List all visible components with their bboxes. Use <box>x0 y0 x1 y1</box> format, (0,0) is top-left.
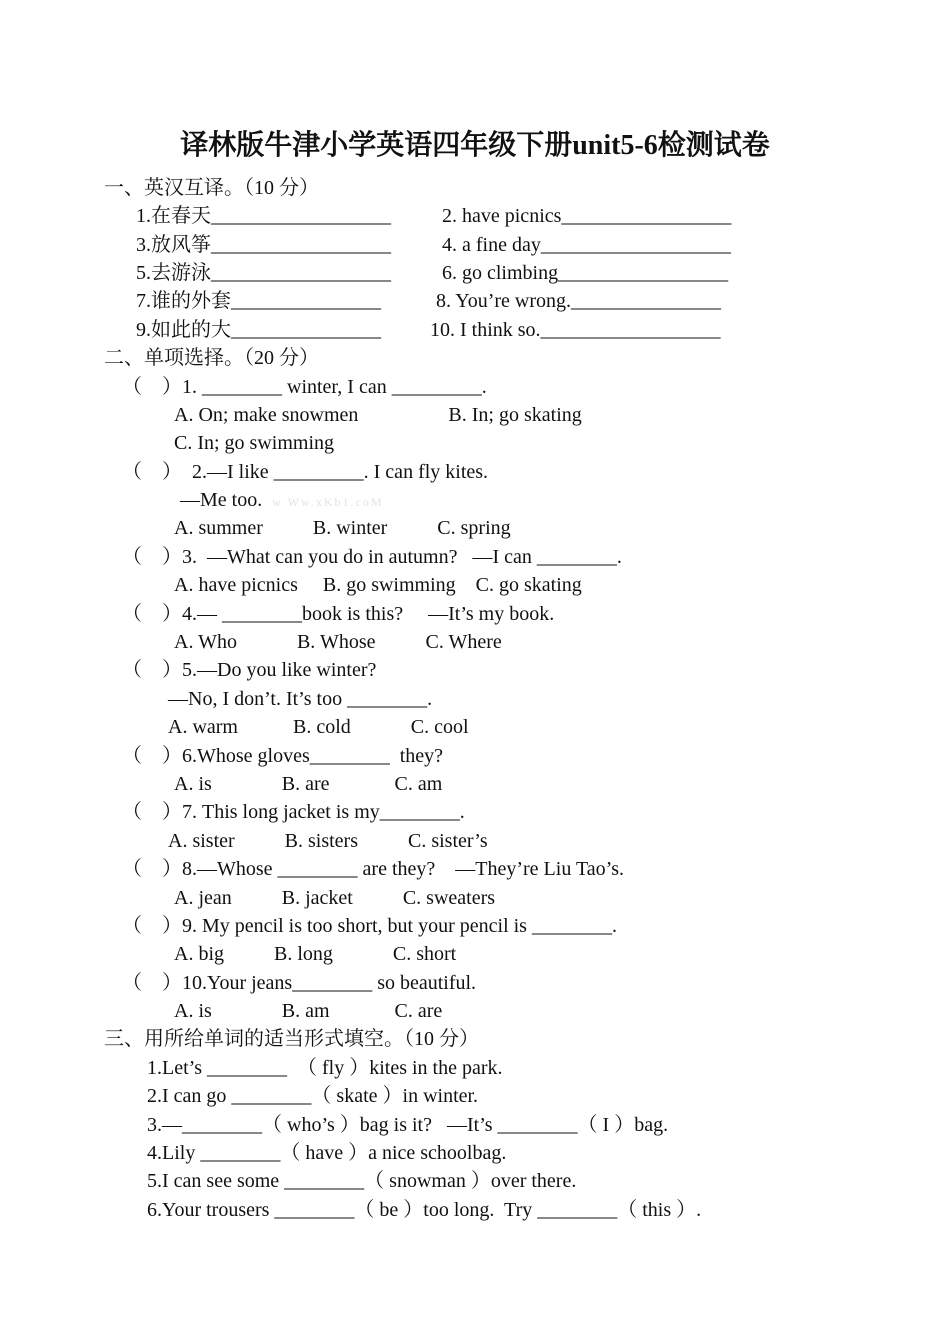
s3-item-5: 5.I can see some ________（ snowman ）over there. <box>147 1170 577 1192</box>
q3-options: A. have picnics B. go swimming C. go skating <box>174 574 582 596</box>
q3-stem: （ ）3. —What can you do in autumn? —I can ________. <box>122 546 622 568</box>
q5-options: A. warm B. cold C. cool <box>168 716 469 738</box>
q4-options: A. Who B. Whose C. Where <box>174 631 502 653</box>
s1-item-5: 5.去游泳__________________ <box>136 262 391 284</box>
watermark: w Ww.xKb1.coM <box>272 495 384 509</box>
s3-item-2: 2.I can go ________（ skate ）in winter. <box>147 1085 479 1107</box>
q7-stem: （ ）7. This long jacket is my________. <box>122 801 465 823</box>
q5-stem: （ ）5.—Do you like winter? <box>122 659 377 681</box>
section-2-heading: 二、单项选择。（20 分） <box>104 347 319 369</box>
q8-stem: （ ）8.—Whose ________ are they? —They’re Liu Tao’s. <box>122 858 625 880</box>
q2-stem: （ ） 2.—I like _________. I can fly kites. <box>122 461 489 483</box>
q6-options: A. is B. are C. am <box>174 773 443 795</box>
q8-options: A. jean B. jacket C. sweaters <box>174 887 496 909</box>
q4-stem: （ ）4.— ________book is this? —It’s my book. <box>122 603 555 625</box>
section-1-heading: 一、英汉互译。（10 分） <box>104 177 319 199</box>
q1-options-b: C. In; go swimming <box>174 432 335 454</box>
q1-stem: （ ）1. ________ winter, I can _________. <box>122 376 487 398</box>
s1-item-9: 9.如此的大_______________ <box>136 319 381 341</box>
section-3-heading: 三、用所给单词的适当形式填空。（10 分） <box>104 1028 479 1050</box>
q9-options: A. big B. long C. short <box>174 943 457 965</box>
s3-item-3: 3.—________（ who’s ）bag is it? —It’s ________（ I ）bag. <box>147 1114 669 1136</box>
q2-response-text: —Me too. <box>180 489 263 511</box>
s1-item-8: 8. You’re wrong._______________ <box>436 290 721 312</box>
q1-options-a: A. On; make snowmen B. In; go skating <box>174 404 582 426</box>
s1-item-6: 6. go climbing_________________ <box>442 262 729 284</box>
s3-item-1: 1.Let’s ________ （ fly ）kites in the park. <box>147 1057 503 1079</box>
q10-options: A. is B. am C. are <box>174 1000 443 1022</box>
s3-item-6: 6.Your trousers ________（ be ）too long. Try ________（ this ）. <box>147 1199 702 1221</box>
q9-stem: （ ）9. My pencil is too short, but your pencil is ________. <box>122 915 617 937</box>
s1-item-10: 10. I think so.__________________ <box>430 319 721 341</box>
s1-item-3: 3.放风筝__________________ <box>136 234 391 256</box>
s1-item-7: 7.谁的外套_______________ <box>136 290 381 312</box>
q2-options: A. summer B. winter C. spring <box>174 517 511 539</box>
s1-item-1: 1.在春天__________________ <box>136 205 391 227</box>
q10-stem: （ ）10.Your jeans________ so beautiful. <box>122 972 477 994</box>
page-title: 译林版牛津小学英语四年级下册unit5-6检测试卷 <box>180 130 770 161</box>
q6-stem: （ ）6.Whose gloves________ they? <box>122 745 444 767</box>
s3-item-4: 4.Lily ________（ have ）a nice schoolbag. <box>147 1142 507 1164</box>
s1-item-2: 2. have picnics_________________ <box>442 205 732 227</box>
q5-response: —No, I don’t. It’s too ________. <box>168 688 433 710</box>
q7-options: A. sister B. sisters C. sister’s <box>168 830 488 852</box>
q2-response <box>180 487 384 515</box>
s1-item-4: 4. a fine day___________________ <box>442 234 731 256</box>
